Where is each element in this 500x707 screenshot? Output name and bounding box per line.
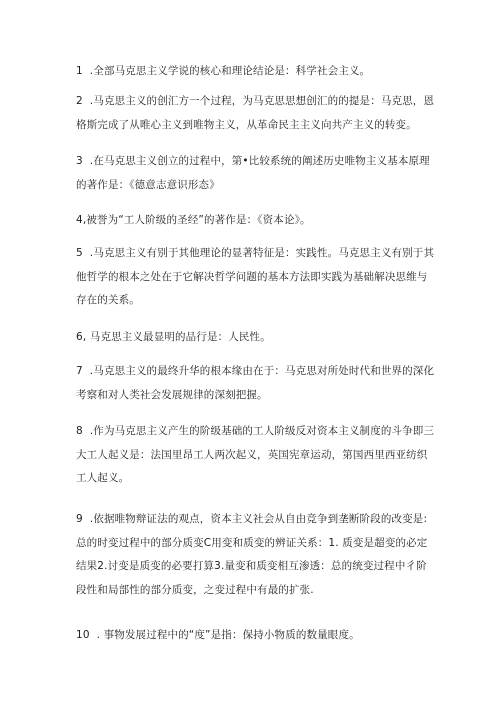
list-item-1: 1 .全部马克思主义学说的核心和理论结论是：科学社会主义。 (76, 65, 371, 77)
list-item-5: 5 .马克思主义有别于其他理论的显著特征是：实践性。马克思主义有别于其他哲学的根本之处在于它解决哲学问题的基本方法即实践为基础解决思维与存在的关系。 (76, 247, 435, 306)
list-item-2: 2 .马克思主义的创汇方一个过程，为马克思思想创汇的的提是：马克思，恩格斯完成了从唯心主义到唯物主义，从革命民主主义向共产主义的转变。 (76, 95, 435, 131)
list-item-6: 6, 马克思主义最显明的品行是：人民性。 (76, 331, 271, 343)
list-item-4: 4,被誉为“工人阶级的圣经”的著作是：《资本论》。 (76, 214, 311, 226)
list-item-3: 3 .在马克思主义创立的过程中，第•比较系统的阐述历史唯物主义基本原理的著作是：《德意志意识形态》 (76, 155, 430, 191)
list-item-7: 7 .马克思主义的最终升华的根本缘由在于：马克思对所处时代和世界的深化考察和对人类社会发展规律的深刻把握。 (76, 365, 435, 401)
list-item-8: 8 .作为马克思主义产生的阶级基础的工人阶级反对资本主义制度的斗争即三大工人起义是：法国里昂工人两次起义，英国宪章运动，第国西里西亚纺织工人起义。 (76, 425, 435, 484)
list-item-9: 9 .依据唯物辩证法的观点，资本主义社会从自由竞争到垄断阶段的改变是:总的时变过程中的部分质变C用变和质变的辨证关系：1. 质变是超变的必定结果2.讨变是质变的必要打算3.量变和质变相互渗透：总的统变过程中彳阶段性和局部性的部分质变，之变过程中有最的扩张. (76, 513, 428, 596)
list-item-10: 10 . 事物发展过程中的“度”是指：保持小物质的数量眼度。 (76, 629, 360, 641)
